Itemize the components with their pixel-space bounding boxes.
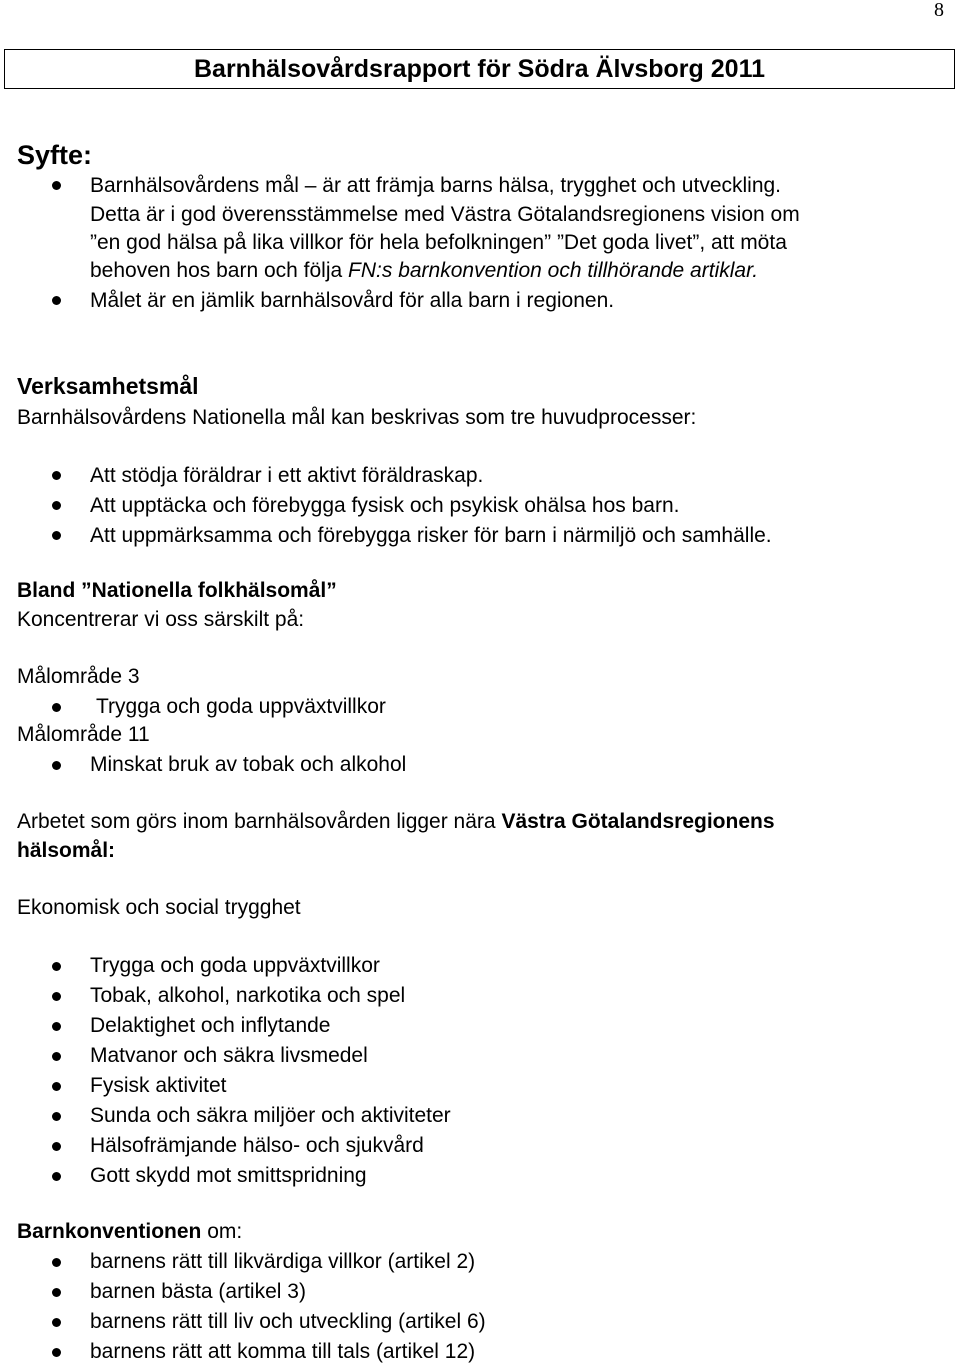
vgr-item: Matvanor och säkra livsmedel — [90, 1044, 368, 1067]
bullet-icon — [52, 181, 61, 190]
bullet-icon — [52, 1318, 61, 1327]
bullet-icon — [52, 296, 61, 305]
vgr-item: Hälsofrämjande hälso- och sjukvård — [90, 1134, 424, 1157]
vgr-item: Gott skydd mot smittspridning — [90, 1164, 367, 1187]
verksamhet-item: Att upptäcka och förebygga fysisk och psykisk ohälsa hos barn. — [90, 494, 680, 517]
bullet-icon — [52, 501, 61, 510]
syfte-bullet1-plain: behoven hos barn och följa — [90, 259, 349, 282]
bullet-icon — [52, 1172, 61, 1181]
area11-item: Minskat bruk av tobak och alkohol — [90, 753, 407, 776]
bullet-icon — [52, 1082, 61, 1091]
vgr-item: Tobak, alkohol, narkotika och spel — [90, 984, 406, 1007]
barnkonventionen-item: barnens rätt till likvärdiga villkor (artikel 2) — [90, 1250, 476, 1273]
bullet-icon — [52, 471, 61, 480]
page-number: 8 — [934, 0, 944, 21]
verksamhet-heading: Verksamhetsmål — [17, 373, 199, 399]
vgr-item: Fysisk aktivitet — [90, 1074, 227, 1097]
vgr-item: Delaktighet och inflytande — [90, 1014, 331, 1037]
bullet-icon — [52, 1052, 61, 1061]
bullet-icon — [52, 1142, 61, 1151]
bullet-icon — [52, 962, 61, 971]
barnkonventionen-heading — [17, 1217, 242, 1247]
vgr-text-line1 — [17, 807, 775, 837]
folkhalsa-intro: Koncentrerar vi oss särskilt på: — [17, 608, 305, 631]
syfte-bullet1-line2: Detta är i god överensstämmelse med Västra Götalandsregionens vision om — [90, 203, 800, 226]
area3-item: Trygga och goda uppväxtvillkor — [96, 695, 386, 718]
syfte-bullet1-line3: ”en god hälsa på lika villkor för hela befolkningen” ”Det goda livet”, att möta — [90, 231, 787, 254]
bullet-icon — [52, 992, 61, 1001]
vgr-text-bold: Västra Götalandsregionens — [501, 810, 775, 833]
vgr-subheading: Ekonomisk och social trygghet — [17, 896, 301, 919]
barnkonventionen-item: barnens rätt att komma till tals (artikel 12) — [90, 1340, 476, 1363]
syfte-bullet2: Målet är en jämlik barnhälsovård för alla barn i regionen. — [90, 289, 615, 312]
bullet-icon — [52, 1348, 61, 1357]
bullet-icon — [52, 703, 61, 712]
vgr-item: Trygga och goda uppväxtvillkor — [90, 954, 380, 977]
vgr-item: Sunda och säkra miljöer och aktiviteter — [90, 1104, 451, 1127]
barnkonventionen-item: barnen bästa (artikel 3) — [90, 1280, 306, 1303]
bullet-icon — [52, 1022, 61, 1031]
verksamhet-intro: Barnhälsovårdens Nationella mål kan beskrivas som tre huvudprocesser: — [17, 406, 697, 429]
barnkonventionen-item: barnens rätt till liv och utveckling (artikel 6) — [90, 1310, 486, 1333]
vgr-text-line2: hälsomål: — [17, 839, 116, 862]
folkhalsa-heading: Bland ”Nationella folkhälsomål” — [17, 579, 337, 602]
syfte-bullet1-line1: Barnhälsovårdens mål – är att främja barns hälsa, trygghet och utveckling. — [90, 174, 782, 197]
barnkonventionen-bold: Barnkonventionen — [17, 1220, 202, 1243]
barnkonventionen-plain: om: — [201, 1220, 243, 1243]
verksamhet-item: Att stödja föräldrar i ett aktivt föräldraskap. — [90, 464, 484, 487]
bullet-icon — [52, 1112, 61, 1121]
bullet-icon — [52, 761, 61, 770]
bullet-icon — [52, 531, 61, 540]
page-title: Barnhälsovårdsrapport för Södra Älvsborg 2011 — [4, 49, 955, 89]
area3-label: Målområde 3 — [17, 665, 140, 688]
verksamhet-item: Att uppmärksamma och förebygga risker för barn i närmiljö och samhälle. — [90, 524, 772, 547]
vgr-text-plain: Arbetet som görs inom barnhälsovården ligger nära — [17, 810, 502, 833]
syfte-bullet1-line4 — [90, 256, 758, 286]
area11-label: Målområde 11 — [17, 723, 150, 746]
syfte-heading: Syfte: — [17, 140, 93, 170]
bullet-icon — [52, 1288, 61, 1297]
bullet-icon — [52, 1258, 61, 1267]
syfte-bullet1-italic: FN:s barnkonvention och tillhörande artiklar. — [348, 259, 759, 282]
